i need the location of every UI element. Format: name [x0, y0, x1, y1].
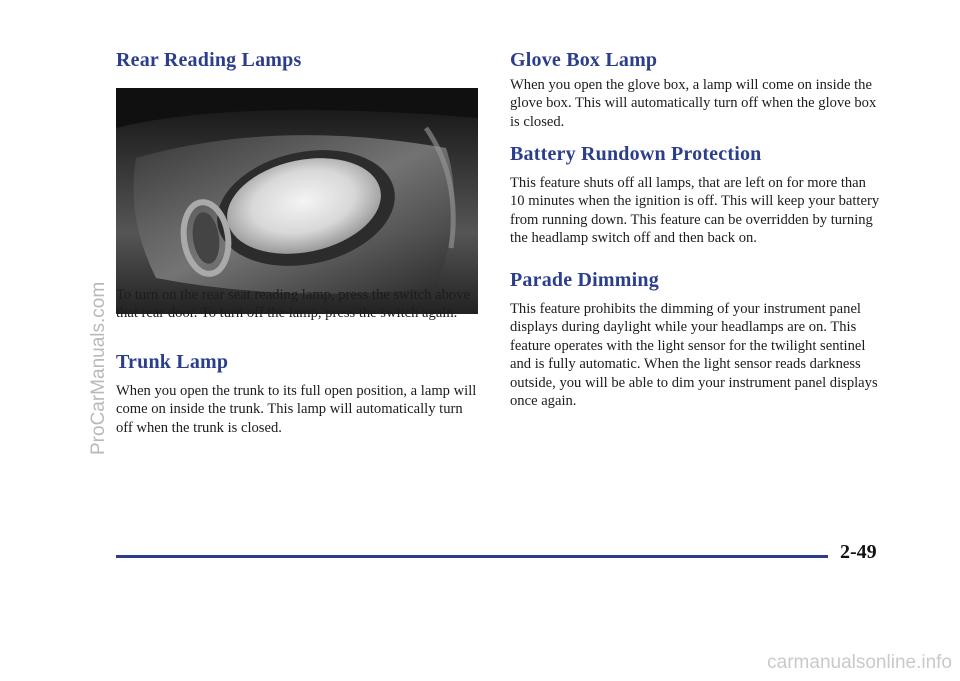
battery-rundown-text: This feature shuts off all lamps, that are left on for more than 10 minutes when the ignition is off. This will keep your battery from running down. This feature can be overridden by turning the headlamp switch off and then back on.	[510, 175, 880, 247]
trunk-lamp-text: When you open the trunk to its full open position, a lamp will come on inside the trunk. This lamp will automatically turn off when the trunk is closed.	[116, 383, 477, 436]
trunk-lamp-heading: Trunk Lamp	[116, 351, 229, 373]
reading-lamp-photo	[116, 88, 478, 314]
parade-dimming-section	[510, 268, 880, 410]
side-watermark: ProCarManuals.com	[88, 281, 109, 455]
trunk-lamp-section	[116, 350, 478, 437]
footer-rule	[116, 555, 828, 558]
glove-box-lamp-section	[510, 48, 880, 131]
bottom-watermark: carmanualsonline.info	[767, 652, 952, 673]
rear-reading-lamps-body	[116, 286, 478, 323]
rear-reading-lamps-text: To turn on the rear seat reading lamp, press the switch above that rear door. To turn off the lamp, press the switch again.	[116, 287, 470, 322]
parade-dimming-text: This feature prohibits the dimming of your instrument panel displays during daylight while your headlamps are on. This feature operates with the light sensor for the twilight sentinel and is fully automatic. When the light sensor reads darkness outside, you will be able to dim your instrument panel displays once again.	[510, 301, 878, 410]
glove-box-lamp-text: When you open the glove box, a lamp will come on inside the glove box. This will automatically turn off when the glove box is closed.	[510, 77, 877, 130]
glove-box-lamp-heading: Glove Box Lamp	[510, 49, 658, 71]
rear-reading-lamps-section	[116, 48, 301, 72]
rear-reading-lamps-heading: Rear Reading Lamps	[116, 49, 302, 71]
battery-rundown-section	[510, 142, 880, 248]
parade-dimming-heading: Parade Dimming	[510, 269, 659, 291]
page-number: 2-49	[840, 541, 877, 563]
battery-rundown-heading: Battery Rundown Protection	[510, 143, 762, 165]
reading-lamp-illustration	[116, 88, 478, 314]
